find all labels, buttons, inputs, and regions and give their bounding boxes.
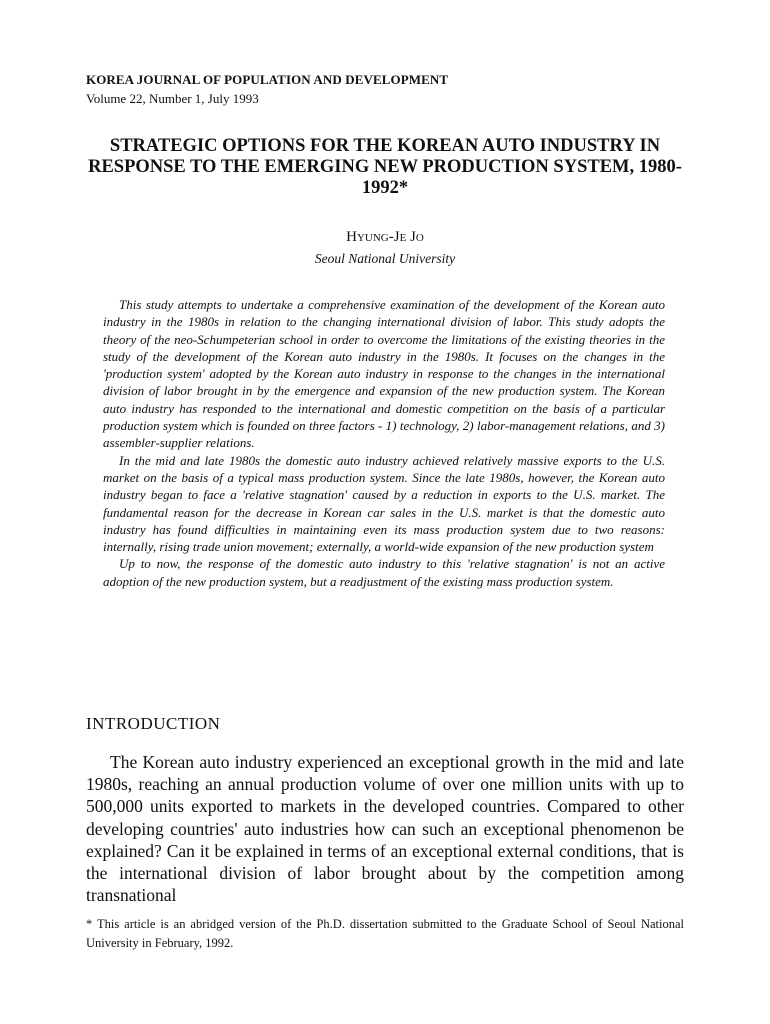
footnote: * This article is an abridged version of the Ph.D. dissertation submitted to the Graduate School of Seoul National University in February, 1992.	[86, 917, 684, 950]
section-body	[86, 751, 684, 906]
abstract-paragraph-2: In the mid and late 1980s the domestic auto industry achieved relatively massive exports to the U.S. market on the basis of a typical mass production system. Since the late 1980s, however, the Korean auto industry began to face a 'relative stagnation' caused by a reduction in exports to the U.S. market. The fundamental reason for the decrease in Korean car sales in the U.S. market is that the domestic auto industry has found difficulties in maintaining even its mass production system due to two reasons: internally, rising trade union movement; externally, a world-wide expansion of the new production system	[103, 452, 665, 555]
abstract	[103, 296, 665, 590]
section-heading: INTRODUCTION	[86, 714, 221, 733]
abstract-paragraph-1: This study attempts to undertake a comprehensive examination of the development of the Korean auto industry in the 1980s in relation to the changing international division of labor. This study adopts the theory of the neo-Schumpeterian school in order to overcome the limitations of the existing theories in the study of the development of the Korean auto industry in the 1980s. It focuses on the changes in the 'production system' adopted by the Korean auto industry in response to the changes in the international division of labor brought in by the emergence and expansion of the new production system. The Korean auto industry has responded to the international and domestic competition on the basis of a particular production system which is founded on three factors - 1) technology, 2) labor-management relations, and 3) assembler-supplier relations.	[103, 297, 665, 451]
article-title: STRATEGIC OPTIONS FOR THE KOREAN AUTO INDUSTRY IN RESPONSE TO THE EMERGING NEW PRODUCTION SYSTEM, 1980-1992*	[88, 136, 682, 198]
author-affiliation: Seoul National University	[314, 251, 456, 266]
body-paragraph-1: The Korean auto industry experienced an exceptional growth in the mid and late 1980s, reaching an annual production volume of over one million units with up to 500,000 units exported to markets in the developed countries. Compared to other developing countries' auto industries how can such an exceptional phenomenon be explained? Can it be explained in terms of an exceptional external conditions, that is the international division of labor brought about by the competition among transnational	[86, 752, 684, 906]
journal-volume: Volume 22, Number 1, July 1993	[86, 91, 259, 106]
article-author: Hyung-Je Jo	[346, 229, 424, 245]
journal-name: KOREA JOURNAL OF POPULATION AND DEVELOPMENT	[86, 72, 449, 87]
abstract-paragraph-3: Up to now, the response of the domestic auto industry to this 'relative stagnation' is not an active adoption of the new production system, but a readjustment of the existing mass production system.	[103, 556, 665, 589]
